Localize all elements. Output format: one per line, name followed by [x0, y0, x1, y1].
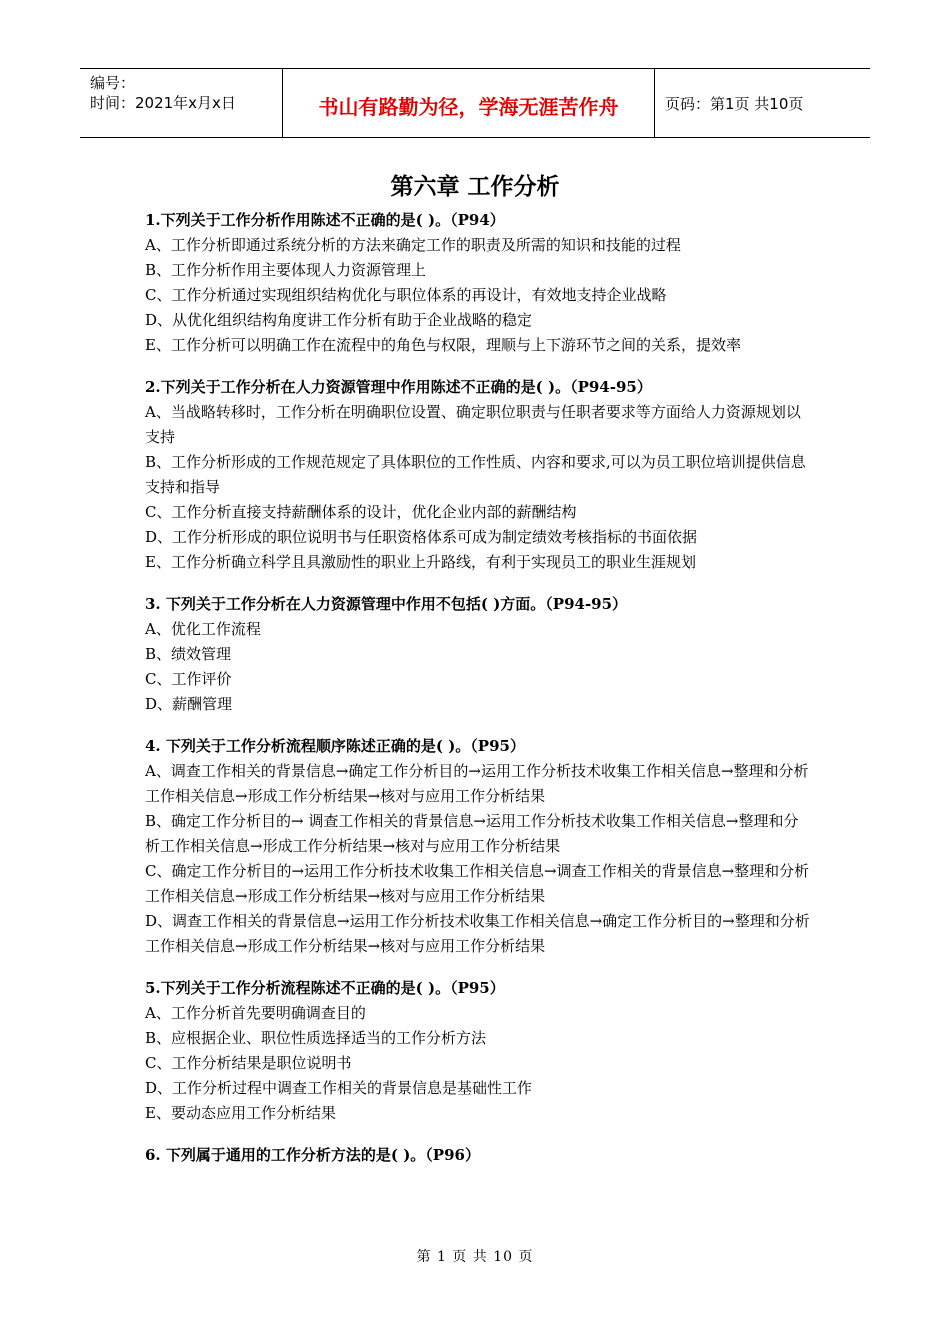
- answer-option: B、应根据企业、职位性质选择适当的工作分析方法: [145, 1029, 487, 1047]
- question-text: 5.下列关于工作分析流程陈述不正确的是( )。（P95）: [145, 979, 505, 997]
- answer-option: A、调查工作相关的背景信息→确定工作分析目的→运用工作分析技术收集工作相关信息→整理和分析工作相关信息→形成工作分析结果→核对与应用工作分析结果: [145, 762, 809, 805]
- question-text: 2.下列关于工作分析在人力资源管理中作用陈述不正确的是( )。（P94-95）: [145, 378, 652, 396]
- question-text: 4. 下列关于工作分析流程顺序陈述正确的是( )。（P95）: [145, 737, 525, 755]
- question-block: [145, 1143, 813, 1168]
- answer-option: D、从优化组织结构角度讲工作分析有助于企业战略的稳定: [145, 311, 533, 329]
- question-block: [145, 375, 813, 575]
- answer-option: B、绩效管理: [145, 645, 232, 663]
- page-header: [80, 68, 870, 138]
- answer-option: C、工作分析结果是职位说明书: [145, 1054, 352, 1072]
- answer-option: C、工作分析直接支持薪酬体系的设计，优化企业内部的薪酬结构: [145, 503, 577, 521]
- answer-option: D、工作分析过程中调查工作相关的背景信息是基础性工作: [145, 1079, 533, 1097]
- question-block: [145, 734, 813, 959]
- answer-option: E、要动态应用工作分析结果: [145, 1104, 336, 1122]
- chapter-title: 第六章 工作分析: [390, 174, 560, 200]
- question-text: 6. 下列属于通用的工作分析方法的是( )。（P96）: [145, 1146, 480, 1164]
- question-block: [145, 976, 813, 1126]
- answer-option: A、工作分析即通过系统分析的方法来确定工作的职责及所需的知识和技能的过程: [145, 236, 681, 254]
- question-list: [145, 208, 813, 1185]
- question-text: 1.下列关于工作分析作用陈述不正确的是( )。（P94）: [145, 211, 505, 229]
- question-block: [145, 208, 813, 358]
- answer-option: E、工作分析确立科学且具激励性的职业上升路线，有利于实现员工的职业生涯规划: [145, 553, 696, 571]
- answer-option: D、调查工作相关的背景信息→运用工作分析技术收集工作相关信息→确定工作分析目的→整理和分析工作相关信息→形成工作分析结果→核对与应用工作分析结果: [145, 912, 810, 955]
- answer-option: D、工作分析形成的职位说明书与任职资格体系可成为制定绩效考核指标的书面依据: [145, 528, 698, 546]
- time-label: 时间：2021年x月x日: [90, 94, 236, 112]
- answer-option: B、工作分析作用主要体现人力资源管理上: [145, 261, 427, 279]
- answer-option: A、当战略转移时，工作分析在明确职位设置、确定职位职责与任职者要求等方面给人力资源规划以支持: [145, 403, 801, 446]
- motto: 书山有路勤为径，学海无涯苦作舟: [282, 69, 655, 137]
- answer-option: C、工作分析通过实现组织结构优化与职位体系的再设计，有效地支持企业战略: [145, 286, 667, 304]
- answer-option: B、工作分析形成的工作规范规定了具体职位的工作性质、内容和要求,可以为员工职位培训提供信息支持和指导: [145, 453, 806, 496]
- question-text: 3. 下列关于工作分析在人力资源管理中作用不包括( )方面。（P94-95）: [145, 595, 628, 613]
- answer-option: D、薪酬管理: [145, 695, 233, 713]
- page-info: 页码：第1页 共10页: [665, 94, 804, 113]
- question-block: [145, 592, 813, 717]
- answer-option: C、工作评价: [145, 670, 232, 688]
- answer-option: C、确定工作分析目的→运用工作分析技术收集工作相关信息→调查工作相关的背景信息→整理和分析工作相关信息→形成工作分析结果→核对与应用工作分析结果: [145, 862, 810, 905]
- answer-option: A、优化工作流程: [145, 620, 261, 638]
- page-footer: 第 1 页 共 10 页: [416, 1249, 534, 1265]
- header-left-cell: [80, 69, 282, 137]
- answer-option: B、确定工作分析目的→ 调查工作相关的背景信息→运用工作分析技术收集工作相关信息→整理和分析工作相关信息→形成工作分析结果→核对与应用工作分析结果: [145, 812, 799, 855]
- number-label: 编号：: [90, 74, 136, 92]
- answer-option: A、工作分析首先要明确调查目的: [145, 1004, 366, 1022]
- answer-option: E、工作分析可以明确工作在流程中的角色与权限，理顺与上下游环节之间的关系，提效率: [145, 336, 741, 354]
